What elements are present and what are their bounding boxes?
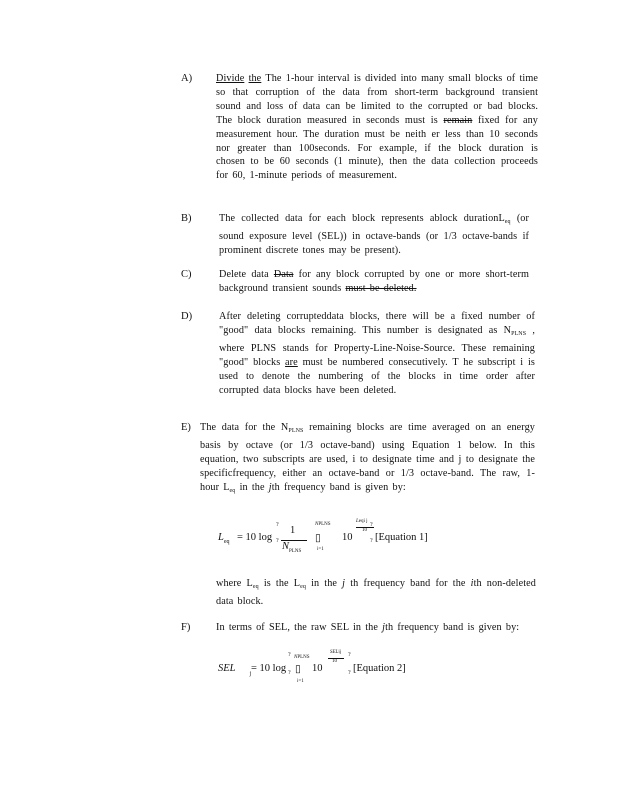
eq1-exponent-den: 10 <box>362 528 367 533</box>
item-e-where-j: j <box>342 578 346 589</box>
item-a-struck-remain: remain <box>443 114 473 126</box>
item-e-subscript-2: eq <box>229 487 236 494</box>
item-e-where-4: th frequency band for the <box>350 578 466 589</box>
eq1-equals-log: = 10 log <box>237 532 273 543</box>
item-e-where-1: where L <box>216 578 253 589</box>
item-f-text-2: th frequency band is given by: <box>385 622 520 633</box>
item-e-marker: E) <box>181 422 191 433</box>
item-d-text-2: , where PLNS stands for Property-Line-Noise-Source. These remaining "good" blocks <box>219 324 535 368</box>
item-b-text: The collected data for each block represents ablock durationL <box>219 213 505 224</box>
eq1-denominator-sub: PLNS <box>289 549 302 554</box>
item-d-subscript: PLNS <box>511 330 527 337</box>
item-e-j: j <box>268 481 272 493</box>
eq2-exponent-sub: ij <box>338 650 342 655</box>
eq1-bracket-top: ? <box>276 522 279 528</box>
item-e-where <box>216 577 536 609</box>
item-c-struck-deleted: must be deleted. <box>345 282 417 294</box>
eq1-base: 10 <box>342 532 353 543</box>
eq2-sum-symbol: ▯ <box>295 664 301 675</box>
item-e-where-5: th non-deleted data block. <box>216 578 536 607</box>
eq1-exponent: L <box>356 519 359 524</box>
item-a-the: the <box>248 73 262 84</box>
item-d-text-3: must be numbered consecutively. T he subscript i is used to denote the numbering of the blocks in time order after corrupted data blocks have been deleted. <box>219 356 535 396</box>
item-b-marker: B) <box>181 213 192 224</box>
item-f-text: In terms of SEL, the raw SEL in the <box>216 622 378 633</box>
item-d-paragraph <box>219 310 535 397</box>
item-b-text-2: (or sound exposure level (SEL)) in octave-bands (or 1/3 octave-bands if prominent discrete tones may be present). <box>219 213 529 256</box>
eq2-equals-log: = 10 log <box>251 663 287 674</box>
item-a-text: The 1-hour interval is divided into many small blocks of time so that corruption of the data from short-term background transient sound and loss of data can be limited to the corrupted or bad blocks. The block duration measured in seconds must is <box>216 73 538 126</box>
item-e-where-3: in the <box>311 578 338 589</box>
eq2-lhs-sub: j <box>249 671 252 677</box>
eq2-bracket-bottom: ? <box>288 670 291 676</box>
item-d-marker: D) <box>181 311 193 322</box>
eq1-exponent-sub: eqi j <box>358 519 368 524</box>
eq1-lhs: L <box>218 532 224 543</box>
eq2-base: 10 <box>312 663 323 674</box>
eq1-sum-bottom: i=1 <box>317 547 324 552</box>
item-a-divide: Divide <box>216 73 245 84</box>
eq1-bracket-right-top: ? <box>370 522 373 528</box>
eq1-sum-symbol: ▯ <box>315 533 321 544</box>
item-f-paragraph <box>216 621 526 635</box>
item-b-subscript: eq <box>504 219 511 225</box>
item-e-text: The data for the N <box>200 422 289 433</box>
item-c-text-2: for any block corrupted by one or more short-term background transient sounds <box>219 269 529 294</box>
item-c-paragraph <box>219 268 529 296</box>
eq1-sum-top-sub: PLNS <box>318 522 331 527</box>
eq2-sum-top-sub: PLNS <box>297 655 310 660</box>
eq1-bracket-bottom: ? <box>276 538 279 544</box>
item-e-where-i: i <box>470 578 474 589</box>
item-c-struck-data: Data <box>273 269 294 280</box>
eq1-sum-top: N <box>315 522 319 527</box>
eq2-bracket-right-top: ? <box>348 652 351 658</box>
eq2-sum-top: N <box>294 655 298 660</box>
eq2-label: [Equation 2] <box>353 663 406 674</box>
item-d-text: After deleting corrupteddata blocks, there will be a fixed number of "good" data blocks remaining. This number is designated as N <box>219 311 535 336</box>
eq2-exponent-den: 10 <box>332 659 337 664</box>
item-a-paragraph <box>216 72 538 183</box>
eq1-numerator: 1 <box>290 525 296 536</box>
item-f-marker: F) <box>181 622 191 633</box>
item-a-marker: A) <box>181 73 193 84</box>
eq1-label: [Equation 1] <box>375 532 428 543</box>
item-e-subscript: PLNS <box>288 428 304 434</box>
item-c-text: Delete data <box>219 269 269 280</box>
eq2-bracket-right-bottom: ? <box>348 670 351 676</box>
eq2-exponent: SEL <box>330 650 339 655</box>
item-f-j: j <box>382 622 386 633</box>
equation-2 <box>218 650 538 690</box>
item-e-where-sub-2: eq <box>300 584 306 590</box>
eq1-lhs-sub: eq <box>223 539 230 545</box>
item-b-paragraph <box>219 212 529 258</box>
eq2-sum-bottom: i=1 <box>297 679 304 684</box>
equation-1 <box>218 520 538 562</box>
item-e-paragraph <box>200 421 535 499</box>
eq2-lhs: SEL <box>218 663 236 674</box>
eq1-bracket-right-bottom: ? <box>370 538 373 544</box>
item-e-where-sub-1: eq <box>252 584 259 590</box>
item-c-marker: C) <box>181 269 192 280</box>
item-e-text-2: remaining blocks are time averaged on an energy basis by octave (or 1/3 octave-band) using Equation 1 below. In this equation, two subscripts are used, i to designate time and j to designate the specificfrequency, either an octave-band or 1/3 octave-band. The raw, 1- hour L <box>200 422 535 493</box>
eq1-denominator: N <box>282 541 290 552</box>
eq2-bracket-top: ? <box>288 652 291 658</box>
item-a-text-2: fixed for any measurement hour. The duration must be neith er less than 10 seconds nor greater than 100seconds. For example, if the block duration is chosen to be 60 seconds (1 minute), then the data collection proceeds for 60, 1-minute periods of measurement. <box>216 114 538 182</box>
item-e-text-4: th frequency band is given by: <box>271 481 406 493</box>
item-e-where-2: is the L <box>263 578 301 589</box>
item-d-are: are <box>285 356 298 368</box>
item-e-text-3: in the <box>239 481 265 493</box>
